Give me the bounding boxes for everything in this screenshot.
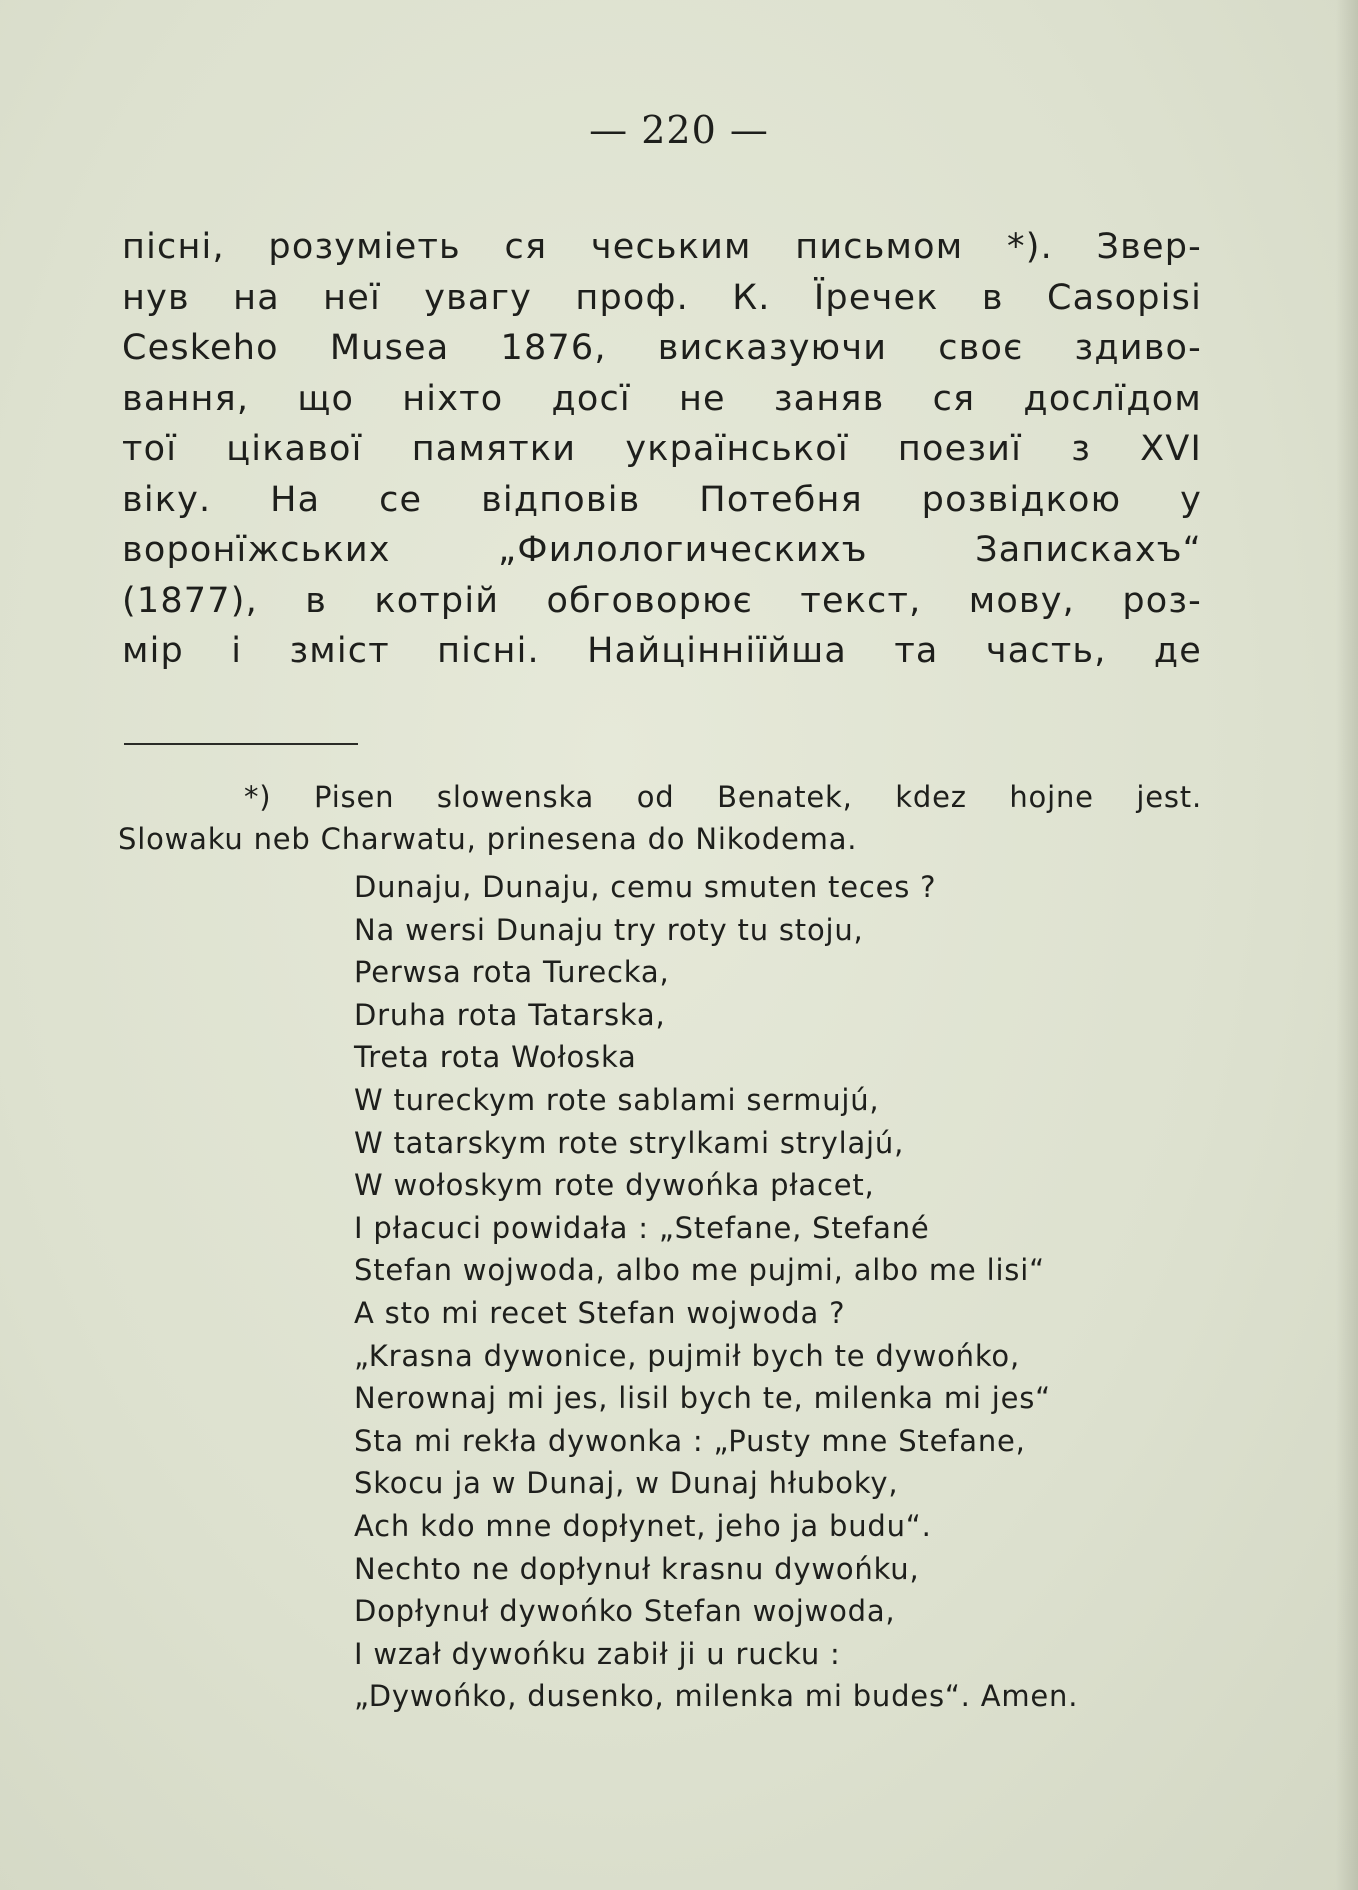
poem-line: Nechto ne dopłynuł krasnu dywońku, <box>354 1551 920 1586</box>
page-edge-shadow <box>1336 0 1358 1890</box>
poem-line: Na wersi Dunaju try roty tu stoju, <box>354 912 864 947</box>
poem-line: A sto mi recet Stefan wojwoda ? <box>354 1295 846 1330</box>
poem-line: Nerownaj mi jes, lisil bych te, milenka mi jes“ <box>354 1381 1052 1416</box>
poem-line: Skocu ja w Dunaj, w Dunaj hłuboky, <box>354 1466 899 1501</box>
poem-line: W tureckym rote sablami sermujú, <box>354 1082 880 1117</box>
poem-line: Druha rota Tatarska, <box>354 997 666 1032</box>
body-line: нув на неї увагу проф. К. Їречек в Casopisi <box>122 277 1202 318</box>
poem-line: Dunaju, Dunaju, cemu smuten teces ? <box>354 870 937 904</box>
body-line: тої цікавої памятки української поезиї з XVI <box>122 429 1202 469</box>
body-text <box>122 222 1202 677</box>
footnote-line: Slowaku neb Charwatu, prinesena do Nikodema. <box>118 822 858 856</box>
body-line: Ceskeho Musea 1876, висказуючи своє здиво- <box>122 328 1202 368</box>
poem-line: Ach kdo mne dopłynet, jeho ja budu“. <box>354 1508 932 1543</box>
body-line: віку. На се відповів Потебня розвідкою у <box>122 479 1202 520</box>
poem-line: Dopłynuł dywońko Stefan wojwoda, <box>354 1594 896 1629</box>
body-line: пісні, розуміеть ся чеським письмом *). Звер- <box>122 227 1202 267</box>
page-number: — 220 — <box>589 108 769 152</box>
poem-line: W tatarskym rote strylkami strylajú, <box>354 1125 905 1160</box>
body-line: мір і зміст пісні. Найцінніїйша та часть, де <box>122 631 1202 671</box>
poem-line: I wzał dywońku zabił ji u rucku : <box>354 1636 841 1671</box>
footnote-separator <box>124 743 358 745</box>
poem-line: „Dywońko, dusenko, milenka mi budes“. Amen. <box>354 1679 1079 1714</box>
poem-line: I płacuci powidała : „Stefane, Stefané <box>354 1210 930 1245</box>
footnote-line: *) Pisen slowenska od Benatek, kdez hojne jest. <box>244 780 1202 814</box>
poem-line: „Krasna dywonice, pujmił bych te dywońko, <box>354 1338 1020 1373</box>
poem-line: Stefan wojwoda, albo me pujmi, albo me lisi“ <box>354 1253 1045 1288</box>
poem-line: Sta mi rekła dywonka : „Pusty mne Stefane, <box>354 1423 1026 1458</box>
poem-line: Treta rota Wołoska <box>354 1040 637 1075</box>
footnote <box>118 776 1202 860</box>
footnote-poem <box>354 866 1204 1718</box>
body-line: вання, що ніхто досї не заняв ся дослїдом <box>122 378 1202 419</box>
body-line: (1877), в котрій обговорює текст, мову, роз- <box>122 580 1202 621</box>
body-line: воронїжських „Филологическихъ Запискахъ“ <box>122 530 1202 570</box>
poem-line: W wołoskym rote dywońka płacet, <box>354 1168 875 1203</box>
poem-line: Perwsa rota Turecka, <box>354 955 670 990</box>
